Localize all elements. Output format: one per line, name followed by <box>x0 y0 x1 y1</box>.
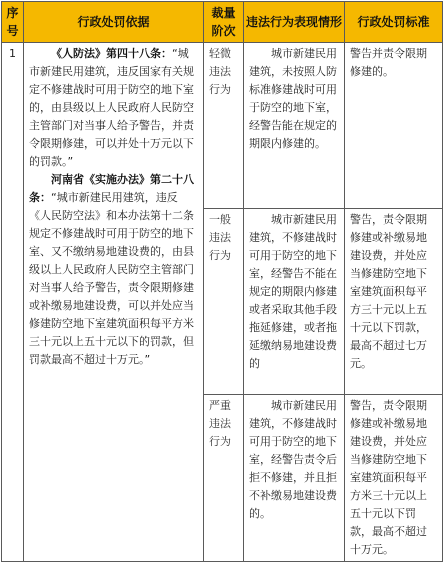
header-basis: 行政处罚依据 <box>24 2 204 43</box>
table-row <box>2 43 443 209</box>
header-row <box>2 2 443 43</box>
legal-basis-cell <box>24 43 204 562</box>
situation-text: 城市新建民用建筑，不修建战时可用于防空的地下室，经警告责令后拒不修建，并且拒不补缴易地建设费的。 <box>249 399 337 520</box>
legal-basis-text: “城市新建民用建筑，违反国家有关规定不修建战时可用于防空的地下室的，由县级以上人民政府人民防空主管部门对当事人给予警告，并责令限期修建，可以并处十万元以下的罚款。” <box>29 47 194 168</box>
level-general: 一般违法行为 <box>204 209 244 395</box>
range-text: 警告，责令限期修建或补缴易地建设费，并处应当修建防空地下室建筑面积每平方米三十元以上五十元以下罚款，最高不超过十万元。 <box>350 399 427 556</box>
range-serious <box>345 395 443 562</box>
legal-basis-title: 河南省《实施办法》第二十八条： <box>29 173 194 204</box>
range-text: 警告，责令限期修建或补缴易地建设费，并处应当修建防空地下室建筑面积每平方三十元以上五十元以下罚款，最高不超过七万元。 <box>350 213 427 370</box>
situation-general <box>244 209 345 395</box>
situation-minor <box>244 43 345 209</box>
penalty-standard-table <box>1 1 443 562</box>
situation-text: 城市新建民用建筑，未按照人防标准修建战时可用于防空的地下室，经警告能在规定的期限内修建的。 <box>249 47 337 150</box>
situation-serious <box>244 395 345 562</box>
header-range: 行政处罚标准 <box>345 2 443 43</box>
header-no: 序号 <box>2 2 24 43</box>
header-situation: 违法行为表现情形 <box>244 2 345 43</box>
level-minor: 轻微违法行为 <box>204 43 244 209</box>
legal-basis-paragraph <box>29 171 198 369</box>
range-text: 警告并责令限期修建的。 <box>350 47 427 78</box>
level-serious: 严重违法行为 <box>204 395 244 562</box>
row-number: 1 <box>2 43 24 562</box>
situation-text: 城市新建民用建筑，不修建战时可用于防空的地下室，经警告不能在规定的期限内修建或者采取其他手段拖延修建，或者拖延缴纳易地建设费的 <box>249 213 337 370</box>
legal-basis-title: 《人防法》第四十八条： <box>51 47 172 60</box>
range-minor <box>345 43 443 209</box>
header-level: 裁量阶次 <box>204 2 244 43</box>
legal-basis-text: “城市新建民用建筑，违反《人民防空法》和本办法第十二条规定不修建战时可用于防空的地下室、又不缴纳易地建设费的，由县级以上人民政府人民防空主管部门对当事人给予警告，责令限期修建或补缴易地建设费，可以并处应当修建防空地下室建筑面积每平方米三十元以上五十元以下的罚款，但罚款最高不超过十万元。” <box>29 191 194 366</box>
legal-basis-paragraph <box>29 45 198 171</box>
range-general <box>345 209 443 395</box>
